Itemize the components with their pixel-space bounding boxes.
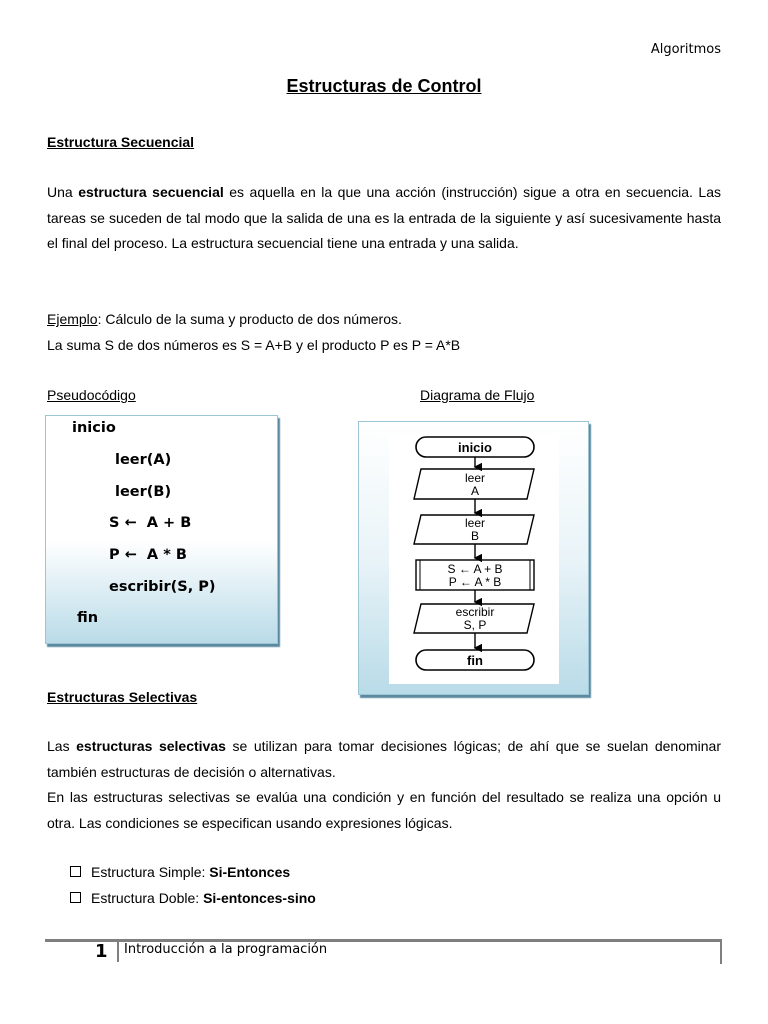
example-line-2: La suma S de dos números es S = A+B y el producto P es P = A*B	[47, 336, 461, 353]
list-item	[70, 885, 316, 911]
flow-read-b-text-1: leer	[464, 516, 486, 530]
para-text-post: se utilizan para tomar decisiones lógicas; de ahí que se suelan denominar también estructuras de decisión o alternativas.	[47, 738, 721, 780]
flow-process-text-2: P ← A * B	[448, 575, 502, 589]
pseudocode-line: escribir(S, P)	[109, 579, 216, 595]
pseudocode-label: Pseudocódigo	[47, 387, 136, 403]
example-block	[47, 307, 721, 358]
para-text-pre: Las	[47, 738, 70, 754]
list-item	[70, 859, 316, 885]
pseudocode-line: S ← A + B	[109, 515, 192, 531]
example-label: Ejemplo	[47, 311, 98, 327]
footer-text: Introducción a la programación	[124, 942, 328, 957]
header-subject: Algoritmos	[650, 42, 721, 57]
pseudocode-line: fin	[77, 610, 99, 626]
pseudocode-line: inicio	[72, 420, 116, 436]
pseudocode-line: leer(A)	[115, 452, 172, 468]
flowchart-box	[358, 421, 589, 695]
flowchart-svg	[389, 434, 559, 684]
pseudocode-line: P ← A * B	[109, 547, 187, 563]
example-line-1	[47, 307, 721, 333]
para-text-pre: Una	[47, 184, 73, 200]
para-text-post: es aquella en la que una acción (instrucción) sigue a otra en secuencia. Las tareas se suceden de tal modo que la salida de una es la entrada de la siguiente y así sucesivamente hasta el final del proceso. La estructura secuencial tiene una entrada y una salida.	[47, 184, 722, 251]
para-text-bold: estructura secuencial	[78, 184, 224, 200]
paragraph-selectivas-1	[47, 734, 721, 785]
list-item-bold: Si-Entonces	[209, 864, 291, 880]
footer-divider	[720, 942, 722, 964]
bullet-list	[70, 859, 316, 911]
flow-end-text: fin	[467, 653, 483, 668]
flow-write-text-1: escribir	[455, 605, 495, 619]
flow-write-text-2: S, P	[463, 618, 487, 632]
pseudocode-line: leer(B)	[115, 484, 172, 500]
list-item-bold: Si-entonces-sino	[203, 890, 316, 906]
diagram-label: Diagrama de Flujo	[420, 387, 535, 403]
flow-process-text-1: S ← A + B	[447, 562, 503, 576]
para-text-bold: estructuras selectivas	[76, 738, 226, 754]
footer-divider	[117, 942, 119, 962]
section-heading-selectivas: Estructuras Selectivas	[47, 689, 198, 705]
page-title: Estructuras de Control	[286, 76, 482, 96]
checkbox-bullet-icon	[70, 892, 81, 903]
list-item-label: Estructura Simple:	[91, 864, 210, 880]
example-text: : Cálculo de la suma y producto de dos números.	[97, 311, 402, 327]
list-item-label: Estructura Doble:	[91, 890, 204, 906]
flowchart-canvas	[389, 434, 559, 684]
flow-read-a-text-2: A	[470, 484, 480, 498]
page-number: 1	[95, 941, 108, 962]
flow-read-b-text-2: B	[470, 529, 480, 543]
checkbox-bullet-icon	[70, 866, 81, 877]
paragraph-selectivas-2: En las estructuras selectivas se evalúa una condición y en función del resultado se realiza una opción u otra. Las condiciones se especifican usando expresiones lógicas.	[47, 789, 721, 831]
pseudocode-box	[45, 415, 278, 644]
flow-read-a-text-1: leer	[464, 471, 486, 485]
flow-start-text: inicio	[458, 440, 492, 455]
paragraph-secuencial	[47, 180, 721, 257]
section-heading-secuencial: Estructura Secuencial	[47, 134, 195, 150]
